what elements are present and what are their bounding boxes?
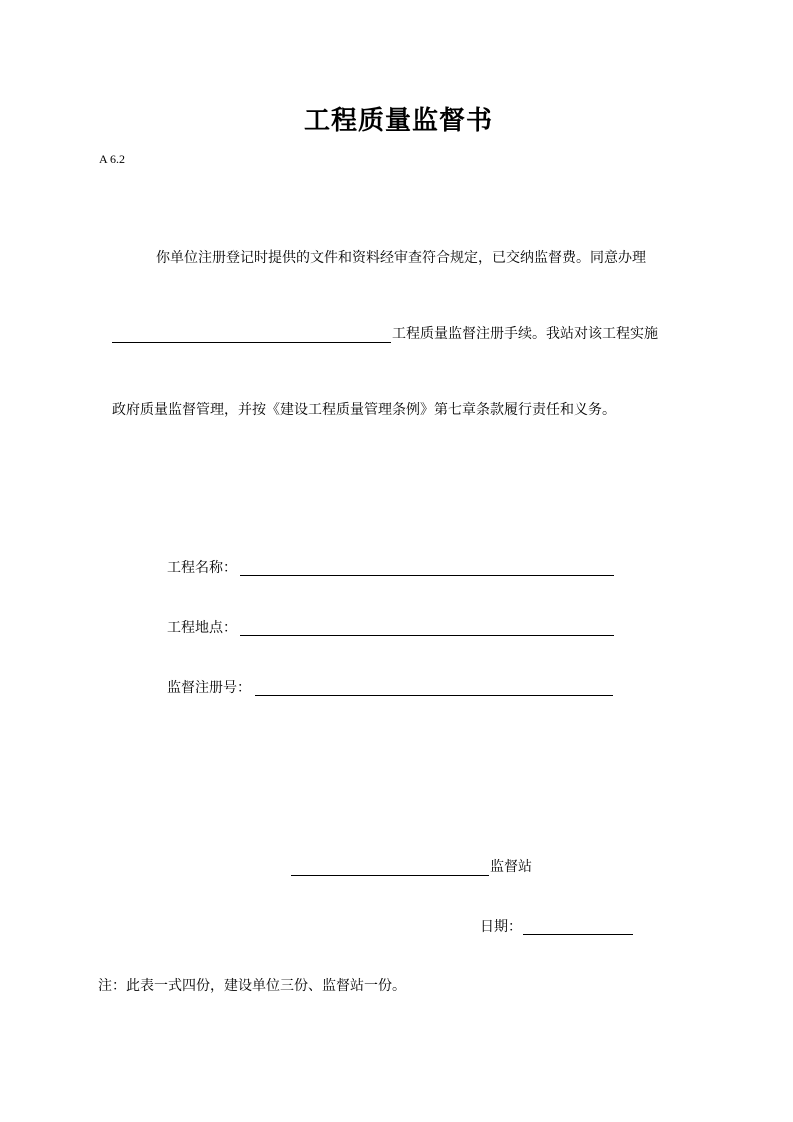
field-registration-number-input[interactable] bbox=[255, 695, 613, 696]
project-blank-line[interactable] bbox=[112, 342, 391, 343]
field-project-location-input[interactable] bbox=[240, 635, 614, 636]
body-line-1: 你单位注册登记时提供的文件和资料经审查符合规定，已交纳监督费。同意办理 bbox=[156, 250, 646, 266]
body-line-2: 工程质量监督注册手续。我站对该工程实施 bbox=[392, 326, 658, 342]
station-suffix: 监督站 bbox=[490, 859, 532, 875]
date-input-line[interactable] bbox=[523, 934, 633, 935]
field-registration-number-label: 监督注册号： bbox=[167, 680, 251, 696]
field-project-location-label: 工程地点： bbox=[167, 620, 237, 636]
field-project-name-label: 工程名称： bbox=[167, 560, 237, 576]
field-project-name-input[interactable] bbox=[240, 575, 614, 576]
date-label: 日期： bbox=[480, 919, 522, 935]
station-name-line[interactable] bbox=[291, 875, 489, 876]
body-line-3: 政府质量监督管理，并按《建设工程质量管理条例》第七章条款履行责任和义务。 bbox=[112, 402, 616, 418]
form-code: A 6.2 bbox=[99, 152, 126, 166]
document-title: 工程质量监督书 bbox=[303, 106, 493, 136]
footer-note: 注：此表一式四份，建设单位三份、监督站一份。 bbox=[98, 978, 406, 994]
